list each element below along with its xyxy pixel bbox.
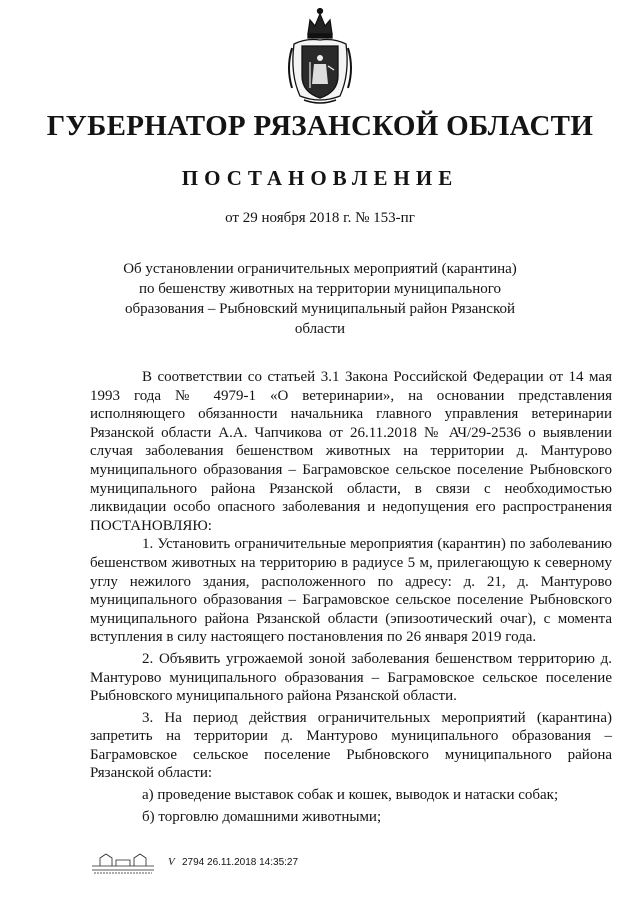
item-3-paragraph: 3. На период действия ограничительных мероприятий (карантина) запретить на территории д. Мантурово муниципального образования – Баграмовское сельское поселение Рыбновского муниципального района Рязанской области: — [90, 709, 612, 782]
subject-line: по бешенству животных на территории муниципального — [138, 281, 502, 297]
subject-line: образования – Рыбновский муниципальный район Рязанской области — [124, 301, 516, 337]
coat-of-arms-emblem — [286, 4, 354, 108]
document-body — [90, 368, 612, 826]
item-3a-paragraph: а) проведение выставок собак и кошек, выводок и натаски собак; — [142, 787, 559, 804]
document-date-number: от 29 ноября 2018 г. № 153-пг — [225, 210, 415, 226]
registration-footer — [90, 850, 390, 874]
item-2-paragraph: 2. Объявить угрожаемой зоной заболевания бешенством территорию д. Мантурово муниципального образования – Баграмовское сельское поселение Рыбновского муниципального района Рязанской области. — [90, 650, 612, 705]
preamble-paragraph: В соответствии со статьей 3.1 Закона Российской Федерации от 14 мая 1993 года № 4979-1 «О ветеринарии», на основании представления исполняющего обязанности начальника главного управления ветеринарии Рязанской области А.А. Чапчикова от 26.11.2018 № АЧ/29-2536 о выявлении случая заболевания бешенством животных на территории д. Мантурово муниципального образования – Баграмовское сельское поселение Рыбновского муниципального района Рязанской области, в связи с необходимостью ликвидации особо опасного заболевания и недопущения его распространения ПОСТАНОВЛЯЮ: — [90, 369, 612, 534]
registration-mark: V — [168, 856, 175, 868]
registry-stamp-image — [90, 850, 156, 874]
subject-line: Об установлении ограничительных мероприятий (карантина) — [123, 261, 517, 277]
item-1-paragraph: 1. Установить ограничительные мероприятия (карантин) по заболеванию бешенством животных на территорию в радиусе 5 м, прилегающую к северному углу нежилого здания, расположенного по адресу: д. 21, д. Мантурово муниципального образования – Баграмовское сельское поселение Рыбновского муниципального района Рязанской области (эпизоотический очаг), с момента вступления в силу настоящего постановления по 26 января 2019 года. — [90, 536, 612, 646]
item-3b-paragraph: б) торговлю домашними животными; — [142, 808, 382, 825]
registration-number-timestamp: 2794 26.11.2018 14:35:27 — [182, 857, 299, 868]
document-type-heading: ПОСТАНОВЛЕНИЕ — [181, 166, 459, 190]
authority-title: ГУБЕРНАТОР РЯЗАНСКОЙ ОБЛАСТИ — [46, 110, 594, 142]
document-subject — [110, 259, 530, 339]
